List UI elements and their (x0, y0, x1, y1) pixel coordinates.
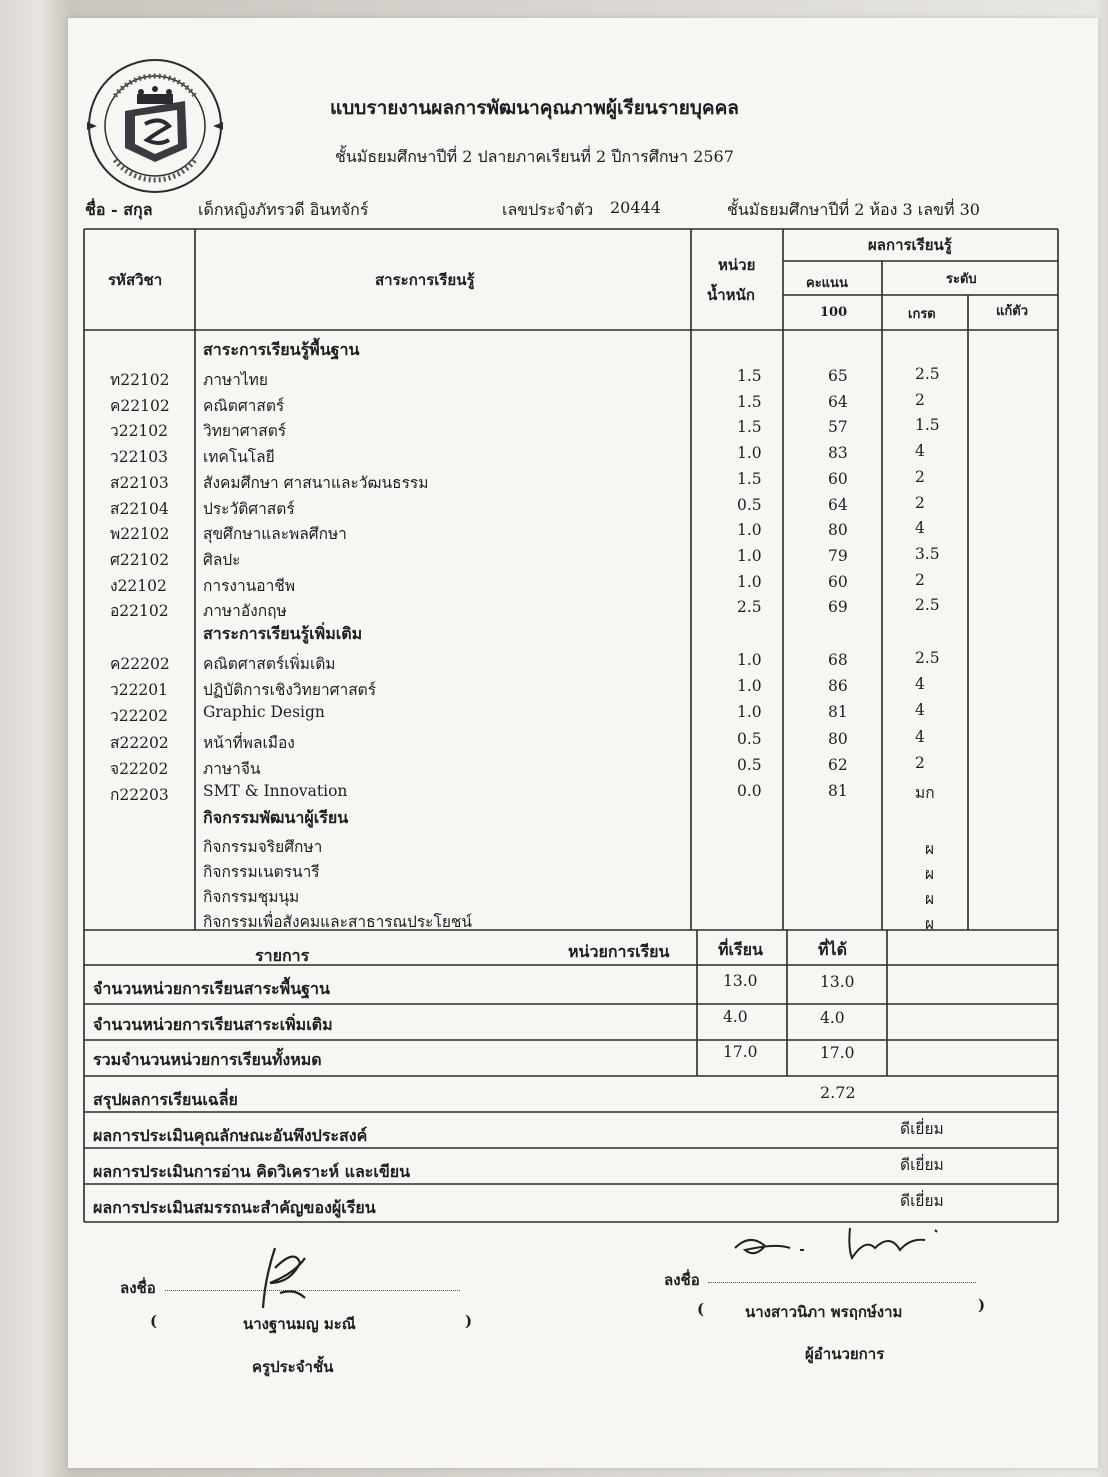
activity-result: ผ (925, 865, 935, 883)
subject-code: ว22102 (110, 422, 169, 441)
report-subtitle: ชั้นมัธยมศึกษาปีที่ 2 ปลายภาคเรียนที่ 2 ปีการศึกษา 2567 (335, 147, 734, 166)
student-id: 20444 (610, 198, 661, 217)
subject-weight: 1.0 (737, 677, 762, 696)
subject-weight: 1.0 (737, 703, 762, 722)
subject-score: 80 (828, 521, 848, 540)
assessment-label: ผลการประเมินสมรรถนะสำคัญของผู้เรียน (93, 1198, 376, 1217)
director-role: ผู้อำนวยการ (805, 1345, 885, 1363)
subject-grade: 2 (915, 570, 925, 589)
class-info: ชั้นมัธยมศึกษาปีที่ 2 ห้อง 3 เลขที่ 30 (727, 200, 980, 219)
header-weight-line2: น้ำหนัก (707, 286, 755, 304)
summary-studied: 4.0 (723, 1008, 748, 1026)
summary-label: รวมจำนวนหน่วยการเรียนทั้งหมด (93, 1050, 322, 1069)
header-weight-line1: หน่วย (718, 256, 756, 274)
subject-code: ก22203 (110, 786, 169, 804)
subject-grade: 4 (915, 727, 925, 746)
activity-name: กิจกรรมจริยศึกษา (203, 838, 323, 856)
summary-label: จำนวนหน่วยการเรียนสาระเพิ่มเติม (93, 1015, 333, 1034)
subject-weight: 1.5 (737, 367, 762, 385)
summary-header-units: หน่วยการเรียน (568, 942, 670, 961)
subject-weight: 1.0 (737, 651, 762, 669)
subject-code: อ22102 (110, 602, 169, 621)
subject-name: ประวัติศาสตร์ (203, 499, 295, 518)
summary-earned: 17.0 (820, 1044, 855, 1062)
subject-name: หน้าที่พลเมือง (203, 733, 295, 752)
section-extra-title: สาระการเรียนรู้เพิ่มเติม (203, 624, 363, 643)
director-name: นางสาวนิภา พรฤกษ์งาม (745, 1303, 903, 1321)
subject-code: พ22102 (110, 525, 170, 544)
student-name: เด็กหญิงภัทรวดี อินทจักร์ (198, 200, 369, 219)
subject-score: 79 (828, 546, 848, 565)
subject-score: 83 (828, 444, 848, 463)
subject-weight: 2.5 (737, 598, 762, 617)
summary-label: จำนวนหน่วยการเรียนสาระพื้นฐาน (93, 979, 330, 998)
subject-code: ส22104 (110, 499, 169, 518)
subject-name: ศิลปะ (203, 550, 241, 569)
student-name-label: ชื่อ - สกุล (85, 200, 153, 219)
report-title: แบบรายงานผลการพัฒนาคุณภาพผู้เรียนรายบุคคล (330, 97, 739, 119)
summary-header-earned: ที่ได้ (818, 940, 847, 959)
subject-name: ภาษาไทย (203, 371, 268, 389)
assessment-value: ดีเยี่ยม (900, 1120, 944, 1138)
assessment-value: ดีเยี่ยม (900, 1192, 944, 1210)
header-grade: เกรด (908, 307, 936, 322)
activity-name: กิจกรรมชุมนุม (203, 888, 300, 906)
subject-code: ท22102 (110, 371, 170, 389)
subject-weight: 0.5 (737, 495, 762, 514)
gpa-value: 2.72 (820, 1083, 856, 1102)
teacher-signature (245, 1238, 325, 1318)
header-score-max: 100 (820, 305, 848, 320)
summary-earned: 4.0 (820, 1009, 845, 1027)
subject-grade: 2 (915, 753, 925, 772)
subject-score: 60 (828, 469, 848, 488)
section-core-title: สาระการเรียนรู้พื้นฐาน (203, 340, 360, 359)
subject-name: ปฏิบัติการเชิงวิทยาศาสตร์ (203, 681, 377, 700)
subject-weight: 0.0 (737, 782, 762, 800)
director-close-paren: ) (978, 1296, 986, 1314)
student-id-label: เลขประจำตัว (502, 200, 594, 219)
subject-weight: 0.5 (737, 755, 762, 774)
subject-code: ว22202 (110, 707, 169, 726)
activity-result: ผ (925, 890, 935, 908)
subject-grade: มก (915, 784, 935, 802)
subject-score: 69 (828, 598, 848, 617)
subject-code: ว22103 (110, 448, 169, 467)
subject-grade: 2 (915, 493, 925, 512)
director-sign-line (708, 1282, 976, 1283)
subject-weight: 0.5 (737, 729, 762, 748)
director-open-paren: ( (697, 1300, 705, 1318)
header-level: ระดับ (946, 272, 977, 287)
subject-score: 57 (828, 418, 848, 437)
subject-grade: 4 (915, 519, 925, 538)
activity-name: กิจกรรมเนตรนารี (203, 863, 320, 881)
subject-score: 64 (828, 495, 848, 514)
subject-weight: 1.5 (737, 418, 762, 437)
subject-grade: 4 (915, 701, 925, 720)
teacher-sign-label: ลงชื่อ (120, 1279, 156, 1297)
subject-code: ว22201 (110, 681, 169, 700)
subject-weight: 1.0 (737, 572, 762, 591)
summary-earned: 13.0 (820, 973, 855, 991)
subject-grade: 4 (915, 675, 925, 694)
activity-result: ผ (925, 915, 935, 933)
subject-code: จ22202 (110, 759, 169, 778)
summary-header-studied: ที่เรียน (718, 940, 763, 959)
subject-grade: 2 (915, 467, 925, 486)
gpa-label: สรุปผลการเรียนเฉลี่ย (93, 1090, 238, 1109)
teacher-close-paren: ) (465, 1312, 473, 1330)
subject-name: ภาษาจีน (203, 759, 261, 778)
subject-weight: 1.0 (737, 521, 762, 540)
subject-weight: 1.5 (737, 392, 762, 411)
subject-code: ส22202 (110, 733, 169, 752)
header-score: คะแนน (806, 276, 848, 291)
subject-code: ส22103 (110, 473, 169, 492)
header-subject: สาระการเรียนรู้ (375, 271, 475, 289)
subject-grade: 4 (915, 442, 925, 461)
subject-weight: 1.5 (737, 469, 762, 488)
subject-name: การงานอาชีพ (203, 576, 296, 595)
subject-code: ศ22102 (110, 550, 170, 569)
assessment-label: ผลการประเมินคุณลักษณะอันพึงประสงค์ (93, 1126, 368, 1145)
subject-score: 65 (828, 367, 848, 385)
header-results: ผลการเรียนรู้ (868, 236, 952, 254)
subject-name: คณิตศาสตร์ (203, 396, 285, 415)
subject-name: SMT & Innovation (203, 782, 348, 800)
summary-studied: 17.0 (723, 1043, 758, 1061)
subject-name: Graphic Design (203, 703, 325, 722)
subject-weight: 1.0 (737, 444, 762, 463)
summary-studied: 13.0 (723, 972, 758, 990)
teacher-name: นางฐานมญ มะณี (243, 1315, 356, 1333)
subject-score: 80 (828, 729, 848, 748)
subject-name: สังคมศึกษา ศาสนาและวัฒนธรรม (203, 473, 429, 492)
subject-score: 60 (828, 572, 848, 591)
subject-grade: 3.5 (915, 544, 940, 563)
subject-grade: 1.5 (915, 416, 940, 435)
subject-code: ค22202 (110, 655, 170, 673)
activity-name: กิจกรรมเพื่อสังคมและสาธารณประโยชน์ (203, 913, 473, 931)
subject-weight: 1.0 (737, 546, 762, 565)
subject-grade: 2.5 (915, 365, 940, 383)
teacher-open-paren: ( (150, 1312, 158, 1330)
teacher-role: ครูประจำชั้น (252, 1358, 334, 1376)
director-signature (730, 1218, 950, 1278)
subject-score: 68 (828, 651, 848, 669)
subject-name: เทคโนโลยี (203, 448, 275, 467)
subject-grade: 2.5 (915, 596, 940, 615)
header-retake: แก้ตัว (996, 304, 1028, 319)
subject-name: สุขศึกษาและพลศึกษา (203, 525, 347, 544)
summary-header-item: รายการ (255, 946, 310, 965)
subject-name: วิทยาศาสตร์ (203, 422, 287, 441)
subject-code: ค22102 (110, 396, 170, 415)
subject-score: 81 (828, 703, 848, 722)
subject-score: 64 (828, 392, 848, 411)
subject-score: 81 (828, 782, 848, 800)
section-activities-title: กิจกรรมพัฒนาผู้เรียน (203, 808, 349, 827)
header-code: รหัสวิชา (108, 271, 163, 289)
assessment-value: ดีเยี่ยม (900, 1156, 944, 1174)
subject-code: ง22102 (110, 576, 167, 595)
subject-score: 62 (828, 755, 848, 774)
subject-grade: 2.5 (915, 649, 940, 667)
subject-score: 86 (828, 677, 848, 696)
subject-grade: 2 (915, 390, 925, 409)
activity-result: ผ (925, 840, 935, 858)
subject-name: ภาษาอังกฤษ (203, 602, 287, 621)
subject-name: คณิตศาสตร์เพิ่มเติม (203, 655, 336, 673)
director-sign-label: ลงชื่อ (664, 1271, 700, 1289)
school-seal-logo (85, 56, 225, 196)
assessment-label: ผลการประเมินการอ่าน คิดวิเคราะห์ และเขียน (93, 1162, 411, 1181)
